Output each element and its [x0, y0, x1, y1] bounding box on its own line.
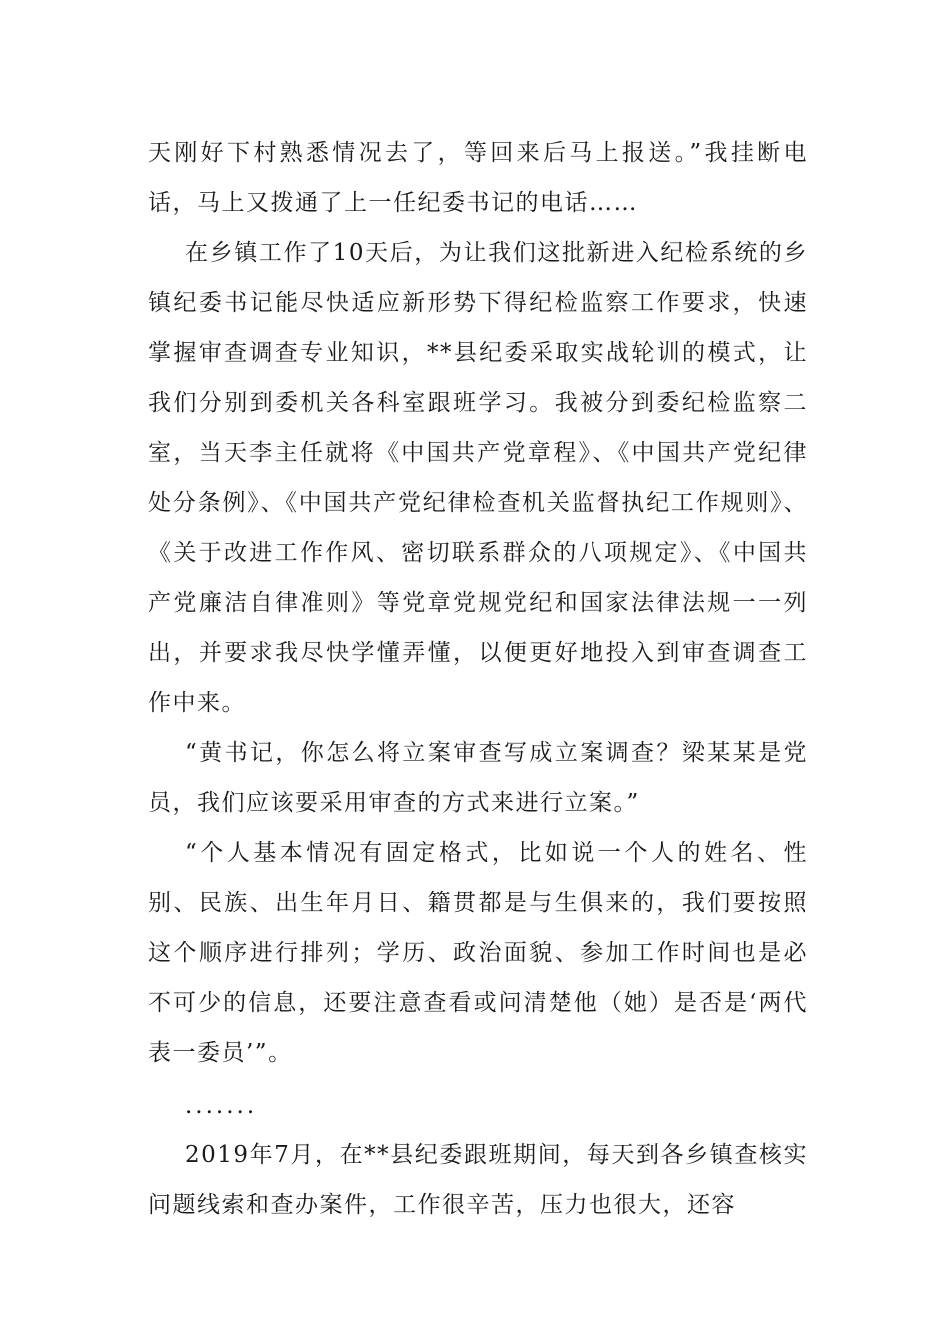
paragraph-5: 2019年7月，在**县纪委跟班期间，每天到各乡镇查核实问题线索和查办案件，工作很辛苦，压力也很大，还容: [148, 1142, 808, 1218]
ellipsis-separator: .......: [185, 1093, 258, 1119]
paragraph-1: 天刚好下村熟悉情况去了，等回来后马上报送。”我挂断电话，马上又拨通了上一任纪委书记的电话……: [148, 140, 808, 216]
paragraph-3: “黄书记，你怎么将立案审查写成立案调查？梁某某是党员，我们应该要采用审查的方式来进行立案。”: [148, 740, 808, 816]
paragraph-2: 在乡镇工作了10天后，为让我们这批新进入纪检系统的乡镇纪委书记能尽快适应新形势下得纪检监察工作要求，快速掌握审查调查专业知识，**县纪委采取实战轮训的模式，让我们分别到委机关各科室跟班学习。我被分到委纪检监察二室，当天李主任就将《中国共产党章程》、《中国共产党纪律处分条例》、《中国共产党纪律检查机关监督执纪工作规则》、《关于改进工作作风、密切联系群众的八项规定》、《中国共产党廉洁自律准则》等党章党规党纪和国家法律法规一一列出，并要求我尽快学懂弄懂，以便更好地投入到审查调查工作中来。: [148, 240, 808, 716]
paragraph-4: “个人基本情况有固定格式，比如说一个人的姓名、性别、民族、出生年月日、籍贯都是与生俱来的，我们要按照这个顺序进行排列；学历、政治面貌、参加工作时间也是必不可少的信息，还要注意查看或问清楚他（她）是否是‘两代表一委员’”。: [148, 840, 808, 1066]
document-body: [148, 128, 808, 1230]
